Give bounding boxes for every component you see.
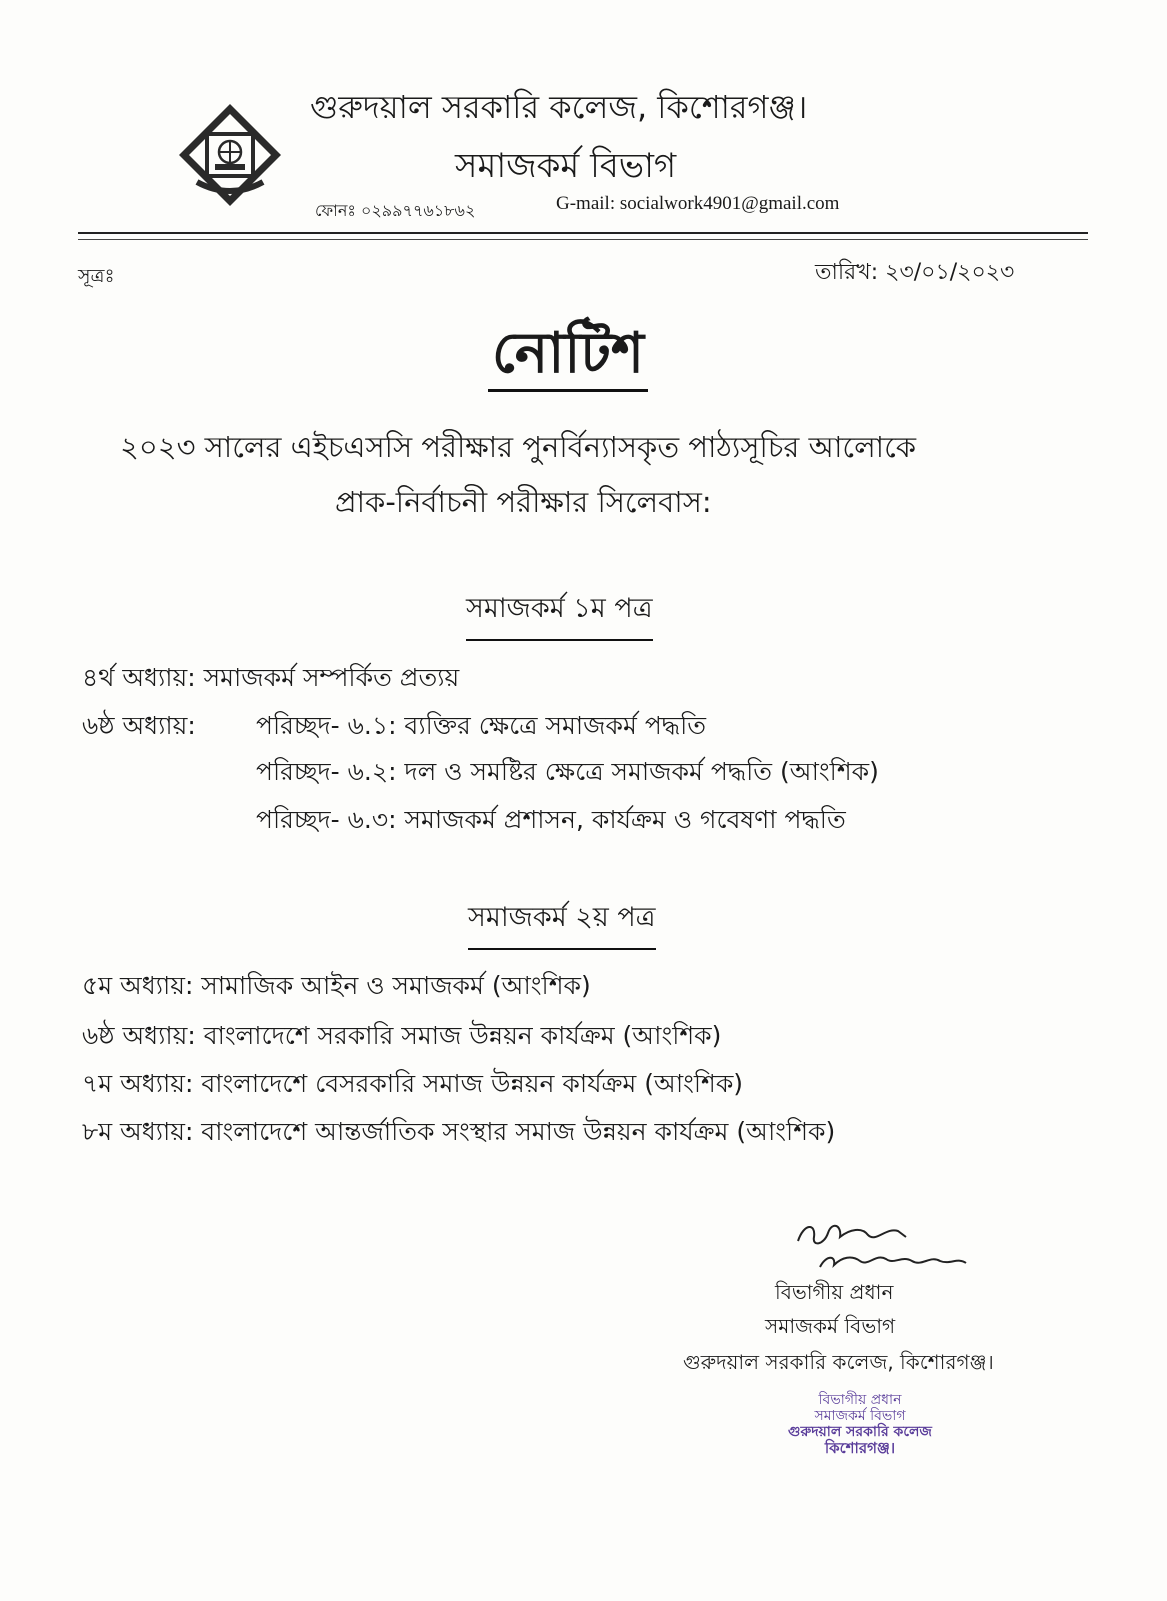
paper1-heading: সমাজকর্ম ১ম পত্র (466, 588, 653, 641)
stamp-line-4: কিশোরগঞ্জ। (824, 1439, 896, 1458)
paper1-section-6-3: পরিচ্ছদ- ৬.৩: সমাজকর্ম প্রশাসন, কার্যক্রম ও গবেষণা পদ্ধতি (256, 805, 846, 834)
handwritten-signature (790, 1215, 980, 1275)
paper2-chapter6: ৬ষ্ঠ অধ্যায়: বাংলাদেশে সরকারি সমাজ উন্নয়ন কার্যক্রম (আংশিক) (82, 1021, 722, 1050)
paper2-chapter8: ৮ম অধ্যায়: বাংলাদেশে আন্তর্জাতিক সংস্থার সমাজ উন্নয়ন কার্যক্রম (আংশিক) (82, 1117, 836, 1146)
email-address: G-mail: socialwork4901@gmail.com (556, 193, 840, 214)
official-stamp (750, 1392, 970, 1458)
paper2-chapter5: ৫ম অধ্যায়: সামাজিক আইন ও সমাজকর্ম (আংশিক) (82, 971, 591, 1000)
paper1-section-6-1: পরিচ্ছদ- ৬.১: ব্যক্তির ক্ষেত্রে সমাজকর্ম পদ্ধতি (256, 711, 707, 740)
stamp-line-1: বিভাগীয় প্রধান (818, 1392, 902, 1408)
department-name: সমাজকর্ম বিভাগ (455, 146, 677, 186)
college-name: গুরুদয়াল সরকারি কলেজ, কিশোরগঞ্জ। (310, 88, 808, 126)
paper2-chapter7: ৭ম অধ্যায়: বাংলাদেশে বেসরকারি সমাজ উন্নয়ন কার্যক্রম (আংশিক) (82, 1069, 744, 1098)
paper1-chapter4: ৪র্থ অধ্যায়: সমাজকর্ম সম্পর্কিত প্রত্যয় (82, 663, 460, 692)
paper2-heading: সমাজকর্ম ২য় পত্র (468, 897, 656, 950)
signatory-title: বিভাগীয় প্রধান (775, 1280, 894, 1304)
stamp-line-2: সমাজকর্ম বিভাগ (814, 1408, 906, 1425)
notice-title: নোটিশ (488, 320, 648, 392)
signatory-college: গুরুদয়াল সরকারি কলেজ, কিশোরগঞ্জ। (683, 1350, 994, 1374)
paper1-section-6-2: পরিচ্ছদ- ৬.২: দল ও সমষ্টির ক্ষেত্রে সমাজকর্ম পদ্ধতি (আংশিক) (256, 757, 879, 786)
stamp-line-3: গুরুদয়াল সরকারি কলেজ (788, 1424, 932, 1441)
reference-label: সূত্রঃ (78, 265, 115, 287)
paper1-chapter6-label: ৬ষ্ঠ অধ্যায়: (82, 711, 196, 740)
college-emblem-icon (175, 100, 285, 210)
signatory-department: সমাজকর্ম বিভাগ (765, 1314, 896, 1338)
intro-line-1: ২০২৩ সালের এইচএসসি পরীক্ষার পুনর্বিন্যাসকৃত পাঠ্যসূচির আলোকে (120, 430, 917, 464)
notice-date: তারিখ: ২৩/০১/২০২৩ (815, 260, 1015, 285)
header-divider (78, 232, 1088, 234)
phone-number: ফোনঃ ০২৯৯৭৭৬১৮৬২ (315, 201, 476, 220)
header-divider-thin (78, 239, 1088, 240)
intro-line-2: প্রাক-নির্বাচনী পরীক্ষার সিলেবাস: (335, 485, 712, 519)
